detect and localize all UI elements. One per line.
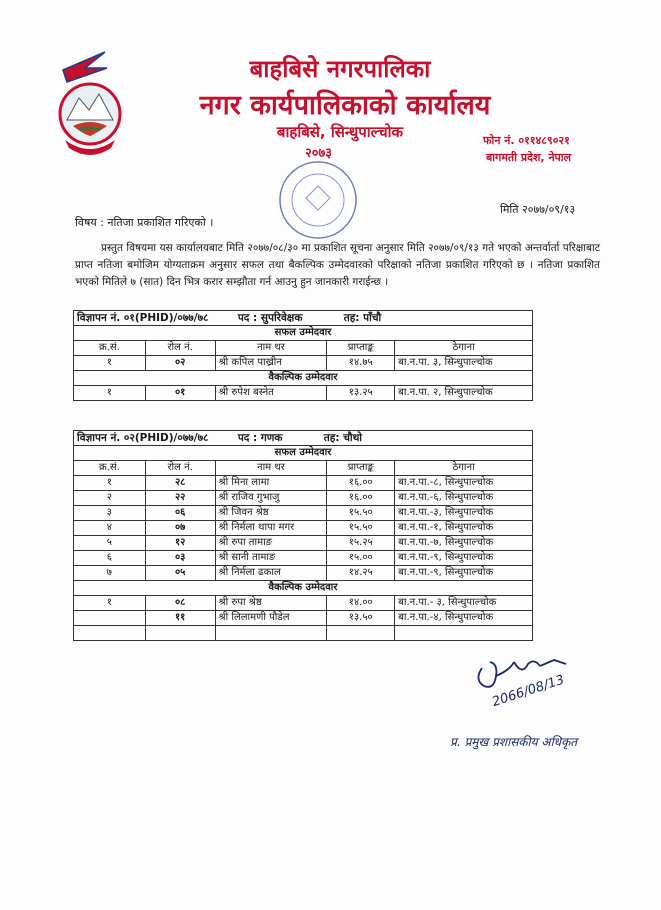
col-sn: क्र.सं. bbox=[74, 461, 146, 476]
table-title bbox=[74, 311, 533, 326]
cell-address: बा.न.पा. ३, सिन्धुपाल्चोक bbox=[395, 356, 533, 371]
cell-roll: ०८ bbox=[145, 596, 215, 611]
cell-roll: ०२ bbox=[145, 356, 215, 371]
cell-marks: १५.२५ bbox=[327, 536, 395, 551]
post-name: पद : सुपरिवेक्षक bbox=[237, 312, 303, 324]
letter-body bbox=[75, 240, 600, 291]
cell-name: श्री निर्मला थापा मगर bbox=[215, 521, 327, 536]
letter-date: मिति २०७७/०९/१३ bbox=[500, 203, 576, 216]
cell-marks: १५.५० bbox=[327, 521, 395, 536]
cell-address: बा.न.पा.-९, सिन्धुपाल्चोक bbox=[395, 566, 533, 581]
table-row bbox=[74, 476, 533, 491]
cell-address: बा.न.पा.-६, सिन्धुपाल्चोक bbox=[395, 491, 533, 506]
cell-address: बा.न.पा.-१, सिन्धुपाल्चोक bbox=[395, 521, 533, 536]
advertisement-number: विज्ञापन नं. ०२(PHID)/०७७/७८ bbox=[77, 432, 209, 444]
cell-address: बा.न.पा.-७, सिन्धुपाल्चोक bbox=[395, 536, 533, 551]
cell-sn: १ bbox=[74, 476, 146, 491]
table-row bbox=[74, 521, 533, 536]
nepal-emblem-icon bbox=[45, 48, 135, 160]
table-header-row bbox=[74, 311, 533, 326]
cell-name: श्री कपिल पाख्रीन bbox=[215, 356, 327, 371]
col-roll: रोल नं. bbox=[145, 341, 215, 356]
table-row bbox=[74, 506, 533, 521]
body-paragraph: प्रस्तुत विषयमा यस कार्यालयबाट मिति २०७७/०८/३० मा प्रकाशित सूचना अनुसार मिति २०७७/०९/१३ गते भएको अन्तर्वार्ता परिक्षाबाट प्राप्त नतिजा बमोजिम योग्यताक्रम अनुसार सफल तथा बैकल्पिक उम्मेदवारको परिक्षाको नतिजा प्रकाशित गरिएको छ । नतिजा प्रकाशित भएको मितिले ७ (सात) दिन भित्र करार सम्झौता गर्न आउनु हुन जानकारी गराईन्छ । bbox=[75, 242, 600, 288]
cell-address: बा.न.पा.-४, सिन्धुपाल्चोक bbox=[395, 611, 533, 626]
table-row bbox=[74, 386, 533, 401]
table-row bbox=[74, 491, 533, 506]
cell-address: बा.न.पा.-३, सिन्धुपाल्चोक bbox=[395, 506, 533, 521]
cell-marks: १६.०० bbox=[327, 476, 395, 491]
cell-name: श्री रुपा श्रेष्ठ bbox=[215, 596, 327, 611]
cell-name: श्री मिना लामा bbox=[215, 476, 327, 491]
cell-name: श्री रुपा तामाङ bbox=[215, 536, 327, 551]
col-marks: प्राप्ताङ्क bbox=[327, 341, 395, 356]
cell-marks: १३.२५ bbox=[327, 386, 395, 401]
post-level: तह: चौथो bbox=[323, 432, 363, 444]
col-marks: प्राप्ताङ्क bbox=[327, 461, 395, 476]
cell-name: श्री निर्मला ढकाल bbox=[215, 566, 327, 581]
table-row bbox=[74, 596, 533, 611]
post-level: तह: पाँचौ bbox=[343, 312, 382, 324]
col-name: नाम थर bbox=[215, 461, 327, 476]
letter-subject: विषय : नतिजा प्रकाशित गरिएको । bbox=[75, 216, 214, 229]
cell-name: श्री राजिव गुभाजु bbox=[215, 491, 327, 506]
col-roll: रोल नं. bbox=[145, 461, 215, 476]
phone-number: फोन नं. ०११४८९०२१ bbox=[483, 134, 570, 147]
col-address: ठेगाना bbox=[395, 341, 533, 356]
col-name: नाम थर bbox=[215, 341, 327, 356]
results-table-enumerator bbox=[73, 430, 533, 641]
cell-name: श्री लिलामणी पौडेल bbox=[215, 611, 327, 626]
cell-marks: १६.०० bbox=[327, 491, 395, 506]
cell-sn: १ bbox=[74, 596, 146, 611]
results-table-supervisor bbox=[73, 310, 533, 401]
cell-marks: १४.०० bbox=[327, 596, 395, 611]
signature-date: 2066/08/13 bbox=[490, 672, 567, 710]
column-header-row bbox=[74, 461, 533, 476]
cell-roll: ०५ bbox=[145, 566, 215, 581]
cell-roll: ०३ bbox=[145, 551, 215, 566]
officer-title: प्र. प्रमुख प्रशासकीय अधिकृत bbox=[450, 735, 578, 749]
table-row bbox=[74, 566, 533, 581]
cell-sn bbox=[74, 611, 146, 626]
table-row bbox=[74, 611, 533, 626]
cell-sn: ७ bbox=[74, 566, 146, 581]
cell-roll: ०१ bbox=[145, 386, 215, 401]
cell-name: श्री रुपेश बस्नेत bbox=[215, 386, 327, 401]
cell-sn: ३ bbox=[74, 506, 146, 521]
cell-roll: ११ bbox=[145, 611, 215, 626]
cell-roll: ०६ bbox=[145, 506, 215, 521]
cell-marks: १४.२५ bbox=[327, 566, 395, 581]
cell-marks: १३.५० bbox=[327, 611, 395, 626]
success-section-label: सफल उम्मेदवार bbox=[74, 446, 533, 461]
table-row bbox=[74, 536, 533, 551]
col-sn: क्र.सं. bbox=[74, 341, 146, 356]
cell-roll: १२ bbox=[145, 536, 215, 551]
cell-address: बा.न.पा.-९, सिन्धुपाल्चोक bbox=[395, 551, 533, 566]
alternate-section-label: वैकल्पिक उम्मेदवार bbox=[74, 371, 533, 386]
alternate-section-label: वैकल्पिक उम्मेदवार bbox=[74, 581, 533, 596]
cell-sn: २ bbox=[74, 491, 146, 506]
cell-address: बा.न.पा.- ३, सिन्धुपाल्चोक bbox=[395, 596, 533, 611]
cell-marks: १४.७५ bbox=[327, 356, 395, 371]
cell-sn: १ bbox=[74, 356, 146, 371]
advertisement-number: विज्ञापन नं. ०१(PHID)/०७७/७८ bbox=[77, 312, 209, 324]
office-name: नगर कार्यपालिकाको कार्यालय bbox=[199, 90, 491, 121]
officer-title-text: प्रमुख प्रशासकीय अधिकृत bbox=[464, 735, 578, 749]
municipality-name: बाहबिसे नगरपालिका bbox=[249, 55, 431, 83]
cell-marks: १५.०० bbox=[327, 551, 395, 566]
table-header-row bbox=[74, 431, 533, 446]
cell-sn: ५ bbox=[74, 536, 146, 551]
cell-sn: ६ bbox=[74, 551, 146, 566]
province-label: बागमती प्रदेश, नेपाल bbox=[486, 151, 572, 164]
table-row bbox=[74, 356, 533, 371]
cell-roll: २८ bbox=[145, 476, 215, 491]
office-stamp-icon bbox=[276, 158, 360, 242]
post-name: पद : गणक bbox=[237, 432, 283, 444]
table-title bbox=[74, 431, 533, 446]
cell-marks: १५.५० bbox=[327, 506, 395, 521]
table-row bbox=[74, 551, 533, 566]
cell-name: श्री जिवन श्रेष्ठ bbox=[215, 506, 327, 521]
col-address: ठेगाना bbox=[395, 461, 533, 476]
office-address: बाहबिसे, सिन्धुपाल्चोक bbox=[276, 123, 404, 141]
cell-address: बा.न.पा.-८, सिन्धुपाल्चोक bbox=[395, 476, 533, 491]
established-year: २०७३ bbox=[305, 146, 333, 161]
success-section-label: सफल उम्मेदवार bbox=[74, 326, 533, 341]
cell-sn: ४ bbox=[74, 521, 146, 536]
column-header-row bbox=[74, 341, 533, 356]
cell-sn: १ bbox=[74, 386, 146, 401]
table-row bbox=[74, 626, 533, 641]
cell-name: श्री सानी तामाङ bbox=[215, 551, 327, 566]
cell-roll: २२ bbox=[145, 491, 215, 506]
cell-roll: ०७ bbox=[145, 521, 215, 536]
cell-address: बा.न.पा. २, सिन्धुपाल्चोक bbox=[395, 386, 533, 401]
